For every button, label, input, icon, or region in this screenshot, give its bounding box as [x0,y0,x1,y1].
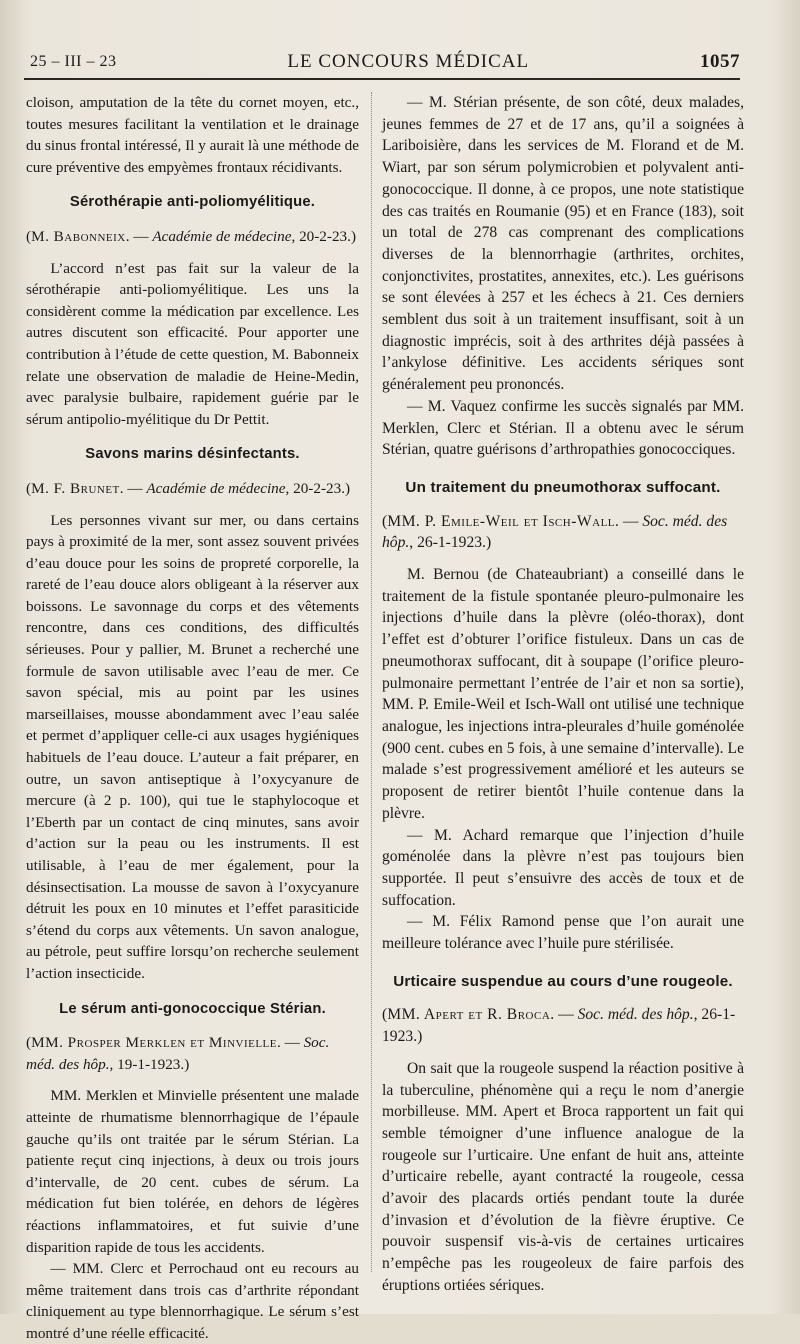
ref-author: M. F. Brunet [31,479,120,497]
right-column [382,92,744,1297]
section-title-pneumothorax: Un traitement du pneumothorax suffocant. [405,478,721,496]
ref-date: , 26-1-1923.) [382,1006,736,1046]
section-reference: (MM. Prosper Merklen et Minvielle. — Soc. méd. des hôp., 19-1-1923.) [26,1034,330,1073]
continued-paragraph: cloison, amputation de la tête du cornet moyen, etc., toutes mesures facilitant la ventilation et le drainage du sinus frontal intéressé, Il y aurait là une méthode de cure préventive des empyèmes frontaux récidivants. [26,94,359,176]
ref-authors: MM. Apert et R. Broca [387,1006,551,1024]
section-body: L’accord n’est pas fait sur la valeur de la sérothérapie anti-poliomyélitique. Les uns la considèrent comme la médication par excellence. Les autres discutent son efficacité. Pour apporter une contribution à l’étude de cette question, M. Babonneix relate une observation de maladie de Heine-Medin, avec paralysie bulbaire, rapidement guérie par le sérum antipolio-myélitique du Dr Pettit. [26,259,359,428]
ref-date: , 19-1-1923.) [109,1055,190,1073]
section-body: MM. Merklen et Minvielle présentent une malade atteinte de rhumatisme blennorrhagique de l’épaule gauche qu’ils ont traitée par le sérum Stérian. La patiente reçut cinq injections, à deux ou trois jours d’intervalle, de 20 cent. cubes de sérum. La médication fut bien tolérée, en dehors de légères réactions inflammatoires, et fut suivie d’une disparition rapide de tous les accidents. [26,1087,359,1256]
section-body: M. Bernou (de Chateaubriant) a conseillé dans le traitement de la fistule spontanée pleuro-pulmonaire les injections d’huile dans la plèvre (oléo-thorax), dont l’effet est d’obturer l’orifice fistuleux. Dans un cas de pneumothorax suffocant, dit à soupape (l’orifice pleuro-pulmonaire permettant l’entrée de l’air et non sa sortie), MM. P. Emile-Weil et Isch-Wall ont utilisé une technique analogue, les injections intra-pleurales d’huile goménolée (900 cent. cubes en 5 fois, à une semaine d’intervalle). Le malade s’est progressivement amélioré et les auteurs se proposent de retirer bientôt l’huile contenue dans la plèvre. [382,566,744,822]
section-title-savons: Savons marins désinfectants. [85,446,300,463]
header-rule [24,78,740,80]
left-column [26,92,359,1344]
section-title-sterian: Le sérum anti-gonococcique Stérian. [59,1000,326,1017]
section-body: — M. Stérian présente, de son côté, deux malades, jeunes femmes de 27 et de 17 ans, qu’il a soignées à Lariboisière, dans les services de M. Florand et de M. Wiart, par son sérum polymicrobien et polyvalent anti-gonococcique. Il donne, à ce propos, une note statistique des cas traités en Roumanie (95) et en France (183), soit un total de 278 cas comprenant des complications diverses de la blennorrhagie (arthrites, orchites, conjonctivites, prostatites, annexites, etc.). Les guérisons se sont élevées à 257 et les échecs à 21. Ces derniers semblent dus soit à un traitement insuffisant, soit à un diagnostic imprécis, soit à des arthrites déjà passées à l’ankylose définitive. Les accidents sériques sont généralement peu prononcés. [382,94,744,394]
ref-source: Académie de médecine [152,227,292,245]
ref-date: , 20-2-23.) [285,479,351,497]
page-number: 1057 [700,51,740,72]
section-reference: (MM. P. Emile-Weil et Isch-Wall. — Soc. méd. des hôp., 26-1-1923.) [382,512,728,552]
section-body: On sait que la rougeole suspend la réaction positive à la tuberculine, phénomène qui a reçu le nom d’anergie morbilleuse. MM. Apert et Broca rapportent un fait qui semble témoigner d’une influence analogue de la rougeole sur l’urticaire. Une enfant de huit ans, atteinte d’urticaire rebelle, ayant contracté la rougeole, cessa d’avoir des placards ortiés pendant toute la durée d’invasion et d’évolution de la fièvre éruptive. Ce pouvoir suspensif vis-à-vis de certaines urticaires n’empêche pas les rougeoleux de faire parfois des éruptions ortiées sériques. [382,1059,744,1294]
section-body: — MM. Clerc et Perrochaud ont eu recours au même traitement dans trois cas d’arthrite répondant cliniquement au type blennorrhagique. Le sérum s’est montré d’une réelle efficacité. [26,1260,359,1342]
ref-date: , 26-1-1923.) [409,534,492,552]
section-body: — M. Félix Ramond pense que l’on aurait une meilleure tolérance avec l’huile pure stérilisée. [382,913,744,953]
section-body: Les personnes vivant sur mer, ou dans certains pays à proximité de la mer, sont assez souvent privées d’eau douce pour les soins de propreté corporelle, la rareté de l’eau douce alors obligeant à la réserver aux boissons. Le savonnage du corps et des vêtements rencontre, dans ces conditions, des difficultés sérieuses. Pour y pallier, M. Brunet a recherché une formule de savon utilisable avec l’eau de mer. Ce savon spécial, mis au point par les usines marseillaises, mousse abondamment avec l’eau salée et permet d’appliquer celle-ci aux usages hygiéniques habituels de l’eau douce. L’auteur a fait préparer, en outre, un savon antiseptique à l’oxycyanure de mercure (à 2 p. 100), qui tue le staphylocoque et l’Eberth par un contact de cinq minutes, sans avoir d’action sur la peau ou les instruments. Il est utilisable, à l’eau de mer également, pour la désinsectisation. La mousse de savon à l’oxycyanure détruit les poux en 10 minutes et l’effet parasiticide s’étend du corps aux vêtements. Un savon analogue, au pétrole, peut suffire lorsqu’on recherche seulement l’action insecticide. [26,511,359,982]
section-reference: (M. Babonneix. — Académie de médecine, 20-2-23.) [26,227,357,245]
ref-source: Académie de médecine [146,479,286,497]
ref-author: M. Babonneix [31,227,126,245]
section-reference: (MM. Apert et R. Broca. — Soc. méd. des hôp., 26-1-1923.) [382,1006,736,1046]
section-title-seroth: Sérothérapie anti-poliomyélitique. [69,194,316,211]
ref-authors: MM. Prosper Merklen et Minvielle [31,1034,277,1052]
ref-source: Soc. méd. des hôp. [382,512,728,552]
ref-authors: MM. P. Emile-Weil et Isch-Wall [387,512,616,530]
ref-date: , 20-2-23.) [291,227,357,245]
section-reference: (M. F. Brunet. — Académie de médecine, 20-2-23.) [26,479,351,497]
section-title-urticaire: Urticaire suspendue au cours d’une rougeole. [393,972,733,990]
section-body: — M. Vaquez confirme les succès signalés par MM. Merklen, Clerc et Stérian. Il a obtenu avec le sérum Stérian, quatre guérisons d’arthropathies gonococciques. [382,397,744,459]
column-divider [371,92,372,1272]
ref-source: Soc. méd. des hôp. [26,1034,330,1073]
issue-date: 25 – III – 23 [30,53,117,70]
section-body: — M. Achard remarque que l’injection d’huile goménolée dans la plèvre n’est pas toujours bien supportée. Il peut s’ensuivre des accès de toux et de suffocation. [382,826,744,909]
running-header [30,48,740,76]
ref-source: Soc. méd. des hôp. [577,1006,694,1024]
journal-title: LE CONCOURS MÉDICAL [287,51,530,72]
